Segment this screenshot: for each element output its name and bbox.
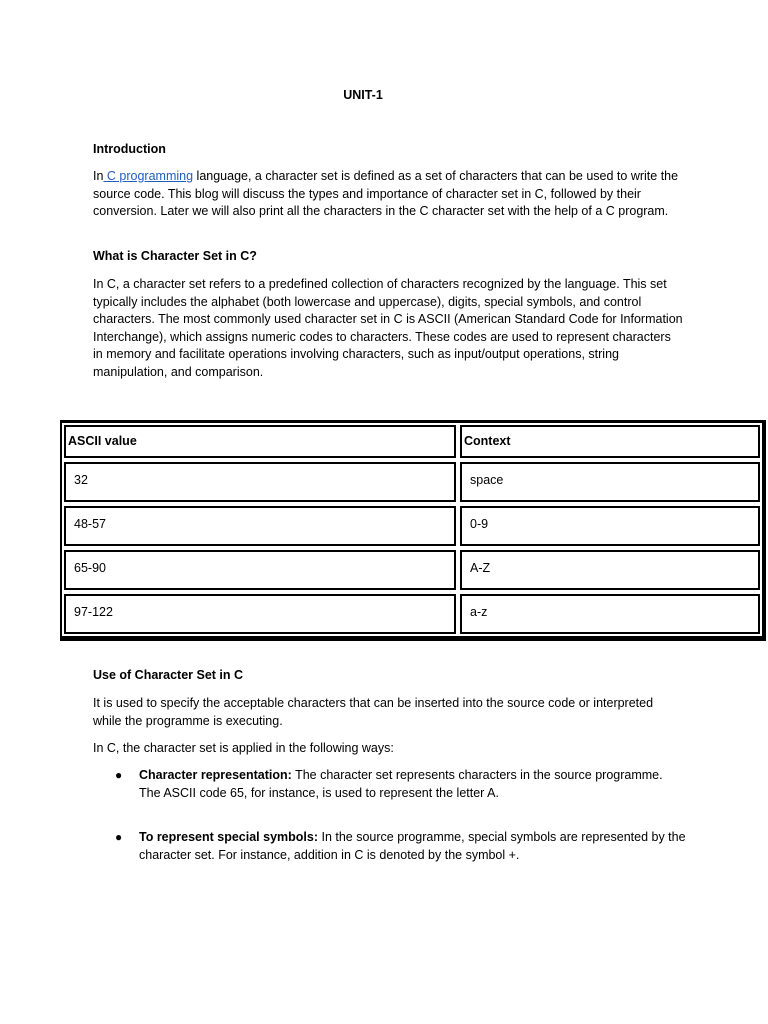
table-cell: A-Z — [460, 550, 760, 590]
what-is-heading: What is Character Set in C? — [93, 249, 257, 263]
table-cell: 48-57 — [64, 506, 456, 546]
c-programming-link[interactable]: C programming — [103, 169, 194, 183]
introduction-paragraph — [93, 168, 683, 221]
table-cell: 0-9 — [460, 506, 760, 546]
list-item: Character representation: The character set represents characters in the source programme. The ASCII code 65, for instance, is used to represent the letter A. — [139, 768, 663, 800]
intro-body: language, a character set is defined as a set of characters that can be used to write the source code. This blog will discuss the types and importance of character set in C, followed by their conversion. Later we will also print all the characters in the C character set with the help of a C program. — [93, 169, 679, 219]
ascii-table — [60, 420, 766, 641]
table-cell: a-z — [460, 594, 760, 634]
table-header-context: Context — [460, 425, 760, 458]
table-cell: 97-122 — [64, 594, 456, 634]
page-title: UNIT-1 — [343, 88, 383, 102]
what-is-paragraph — [93, 276, 683, 382]
introduction-heading: Introduction — [93, 142, 166, 156]
intro-prefix: In — [93, 169, 104, 183]
list-item: To represent special symbols: In the source programme, special symbols are represented by the character set. For instance, addition in C is denoted by the symbol +. — [139, 830, 686, 862]
what-is-body: In C, a character set refers to a predefined collection of characters recognized by the language. This set typically includes the alphabet (both lowercase and uppercase), digits, special symbols, and control characters. The most commonly used character set in C is ASCII (American Standard Code for Information Interchange), which assigns numeric codes to characters. These codes are used to represent characters in memory and facilitate operations involving characters, such as input/output operations, string manipulation, and comparison. — [93, 277, 683, 379]
table-cell: 32 — [64, 462, 456, 502]
use-heading: Use of Character Set in C — [93, 668, 244, 682]
table-header-ascii: ASCII value — [64, 425, 456, 458]
use-paragraph-2: In C, the character set is applied in the following ways: — [93, 741, 394, 755]
bullet-icon: ● — [115, 830, 123, 844]
table-cell: 65-90 — [64, 550, 456, 590]
use-paragraph-1: It is used to specify the acceptable characters that can be inserted into the source code or interpreted while the programme is executing. — [93, 696, 654, 728]
table-cell: space — [460, 462, 760, 502]
bullet-icon: ● — [115, 768, 123, 782]
